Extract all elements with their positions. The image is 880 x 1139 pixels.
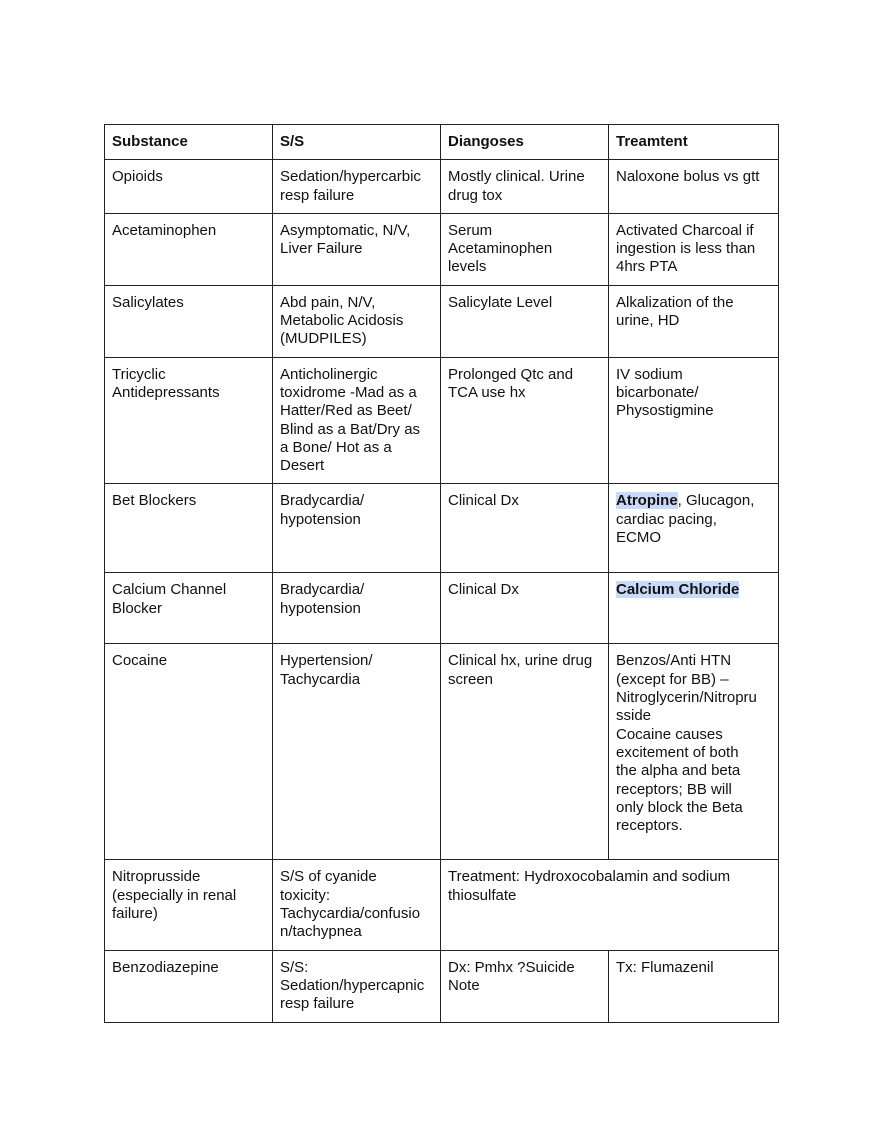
cell-merged-treatment: Treatment: Hydroxocobalamin and sodium thiosulfate bbox=[441, 860, 779, 950]
cell-ss: Abd pain, N/V, Metabolic Acidosis (MUDPILES) bbox=[273, 285, 441, 357]
table-row bbox=[105, 285, 779, 357]
table-row bbox=[105, 573, 779, 644]
cell-treatment bbox=[609, 573, 779, 644]
table-row bbox=[105, 357, 779, 484]
cell-ss: Sedation/hypercarbic resp failure bbox=[273, 160, 441, 214]
header-diagnoses: Diangoses bbox=[441, 125, 609, 160]
cell-diagnoses: Prolonged Qtc and TCA use hx bbox=[441, 357, 609, 484]
cell-substance: Opioids bbox=[105, 160, 273, 214]
cell-ss: Bradycardia/ hypotension bbox=[273, 573, 441, 644]
highlighted-drug: Atropine bbox=[616, 492, 678, 510]
cell-diagnoses: Clinical hx, urine drug screen bbox=[441, 644, 609, 860]
table-header-row bbox=[105, 125, 779, 160]
cell-ss: Hypertension/ Tachycardia bbox=[273, 644, 441, 860]
cell-diagnoses: Clinical Dx bbox=[441, 573, 609, 644]
table-row bbox=[105, 860, 779, 950]
cell-ss: Asymptomatic, N/V, Liver Failure bbox=[273, 213, 441, 285]
cell-substance: Nitroprusside (especially in renal failure) bbox=[105, 860, 273, 950]
header-substance: Substance bbox=[105, 125, 273, 160]
table-row bbox=[105, 484, 779, 573]
treatment-text: , Glucagon, cardiac pacing, ECMO bbox=[616, 492, 755, 547]
cell-substance: Bet Blockers bbox=[105, 484, 273, 573]
cell-ss: S/S of cyanide toxicity: Tachycardia/confusio n/tachypnea bbox=[273, 860, 441, 950]
table-row bbox=[105, 213, 779, 285]
cell-diagnoses: Dx: Pmhx ?Suicide Note bbox=[441, 950, 609, 1022]
toxicology-table bbox=[104, 124, 779, 1023]
cell-treatment: Benzos/Anti HTN (except for BB) – Nitroglycerin/Nitropru sside Cocaine causes excitement of both the alpha and beta receptors; BB will only block the Beta receptors. bbox=[609, 644, 779, 860]
cell-treatment: Activated Charcoal if ingestion is less than 4hrs PTA bbox=[609, 213, 779, 285]
cell-diagnoses: Serum Acetaminophen levels bbox=[441, 213, 609, 285]
cell-diagnoses: Clinical Dx bbox=[441, 484, 609, 573]
cell-treatment: Naloxone bolus vs gtt bbox=[609, 160, 779, 214]
cell-substance: Tricyclic Antidepressants bbox=[105, 357, 273, 484]
cell-substance: Acetaminophen bbox=[105, 213, 273, 285]
cell-ss: Bradycardia/ hypotension bbox=[273, 484, 441, 573]
table-row bbox=[105, 644, 779, 860]
highlighted-drug: Calcium Chloride bbox=[616, 581, 740, 599]
cell-ss: S/S: Sedation/hypercapnic resp failure bbox=[273, 950, 441, 1022]
table-row bbox=[105, 160, 779, 214]
cell-ss: Anticholinergic toxidrome -Mad as a Hatter/Red as Beet/ Blind as a Bat/Dry as a Bone/ Hot as a Desert bbox=[273, 357, 441, 484]
table-row bbox=[105, 950, 779, 1022]
cell-substance: Cocaine bbox=[105, 644, 273, 860]
header-ss: S/S bbox=[273, 125, 441, 160]
cell-treatment bbox=[609, 484, 779, 573]
cell-treatment: Tx: Flumazenil bbox=[609, 950, 779, 1022]
cell-substance: Calcium Channel Blocker bbox=[105, 573, 273, 644]
header-treatment: Treamtent bbox=[609, 125, 779, 160]
cell-treatment: IV sodium bicarbonate/ Physostigmine bbox=[609, 357, 779, 484]
cell-substance: Salicylates bbox=[105, 285, 273, 357]
cell-substance: Benzodiazepine bbox=[105, 950, 273, 1022]
cell-diagnoses: Salicylate Level bbox=[441, 285, 609, 357]
cell-diagnoses: Mostly clinical. Urine drug tox bbox=[441, 160, 609, 214]
cell-treatment: Alkalization of the urine, HD bbox=[609, 285, 779, 357]
